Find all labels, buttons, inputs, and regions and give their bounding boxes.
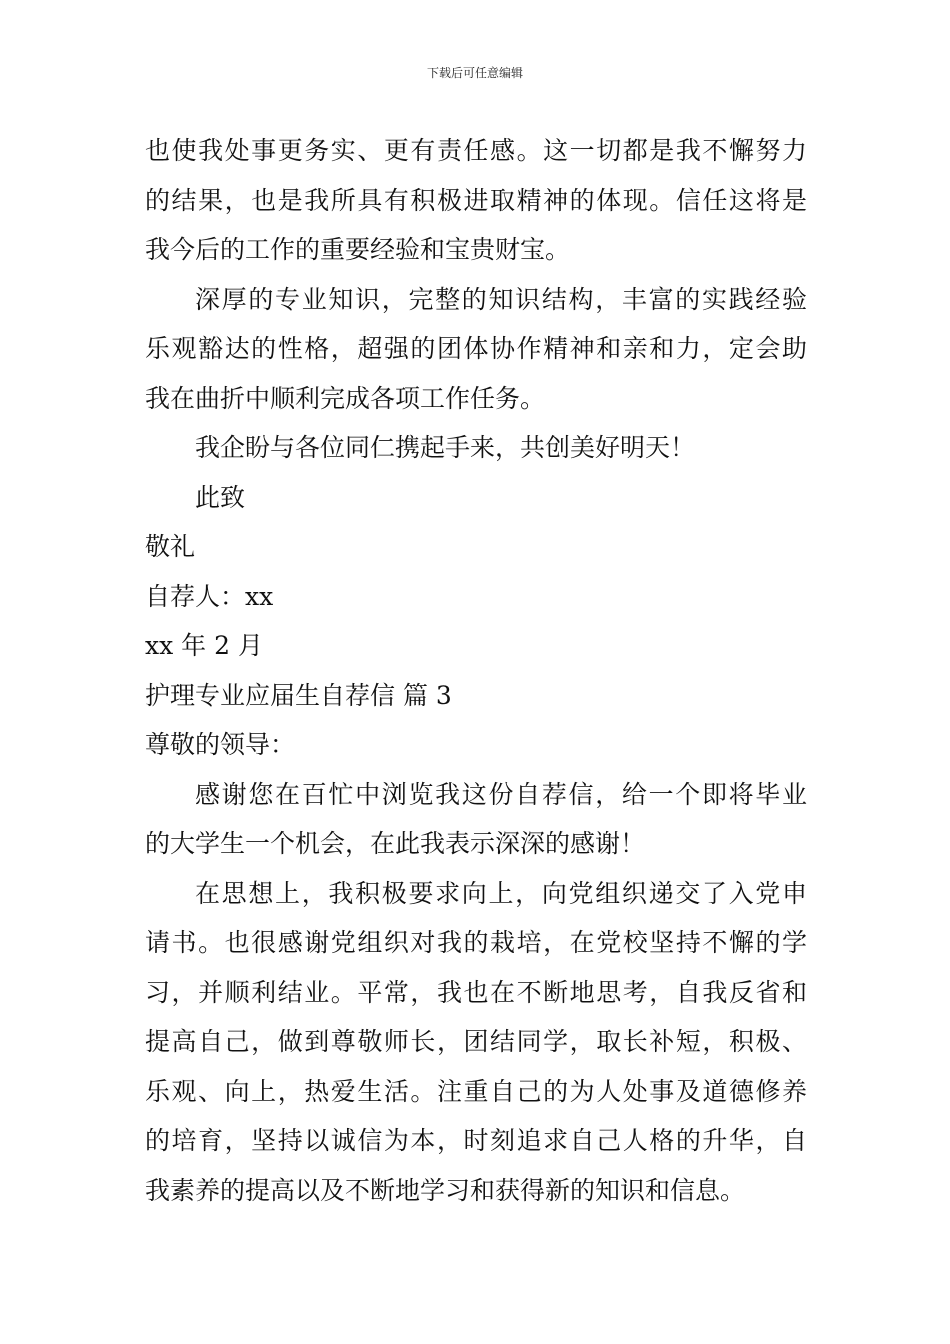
document-body <box>145 126 807 1215</box>
text-line: 也使我处事更务实、更有责任感。这一切都是我不懈努力 <box>145 136 807 165</box>
text-line: 的结果，也是我所具有积极进取精神的体现。信任这将是 <box>145 185 807 215</box>
salutation-regards: 敬礼 <box>145 532 196 561</box>
section-title: 护理专业应届生自荐信 篇 3 <box>145 680 452 710</box>
text-line: 我企盼与各位同仁携起手来，共创美好明天！ <box>195 433 696 462</box>
text-line: 请书。也很感谢党组织对我的栽培，在党校坚持不懈的学 <box>145 928 807 957</box>
signature-line: 自荐人：xx <box>145 581 274 611</box>
text-line: 乐观豁达的性格，超强的团体协作精神和亲和力，定会助 <box>145 334 807 363</box>
text-line: 习，并顺利结业。平常，我也在不断地思考，自我反省和 <box>145 977 807 1007</box>
text-line: 的培育，坚持以诚信为本，时刻追求自己人格的升华，自 <box>145 1126 807 1155</box>
text-line: 提高自己，做到尊敬师长，团结同学，取长补短，积极、 <box>145 1027 807 1056</box>
date-line: xx 年 2 月 <box>145 631 263 660</box>
text-line: 感谢您在百忙中浏览我这份自荐信，给一个即将毕业 <box>195 779 807 809</box>
text-line: 深厚的专业知识，完整的知识结构，丰富的实践经验 <box>195 284 807 314</box>
text-line: 我素养的提高以及不断地学习和获得新的知识和信息。 <box>145 1175 746 1205</box>
salutation-closing: 此致 <box>195 482 246 512</box>
page-header: 下载后可任意编辑 <box>426 66 523 80</box>
text-line: 的大学生一个机会，在此我表示深深的感谢！ <box>145 829 646 858</box>
greeting-line: 尊敬的领导： <box>145 730 296 759</box>
text-line: 乐观、向上，热爱生活。注重自己的为人处事及道德修养 <box>145 1076 807 1106</box>
text-line: 我在曲折中顺利完成各项工作任务。 <box>145 383 546 413</box>
text-line: 在思想上，我积极要求向上，向党组织递交了入党申 <box>195 878 807 908</box>
text-line: 我今后的工作的重要经验和宝贵财宝。 <box>145 235 571 264</box>
